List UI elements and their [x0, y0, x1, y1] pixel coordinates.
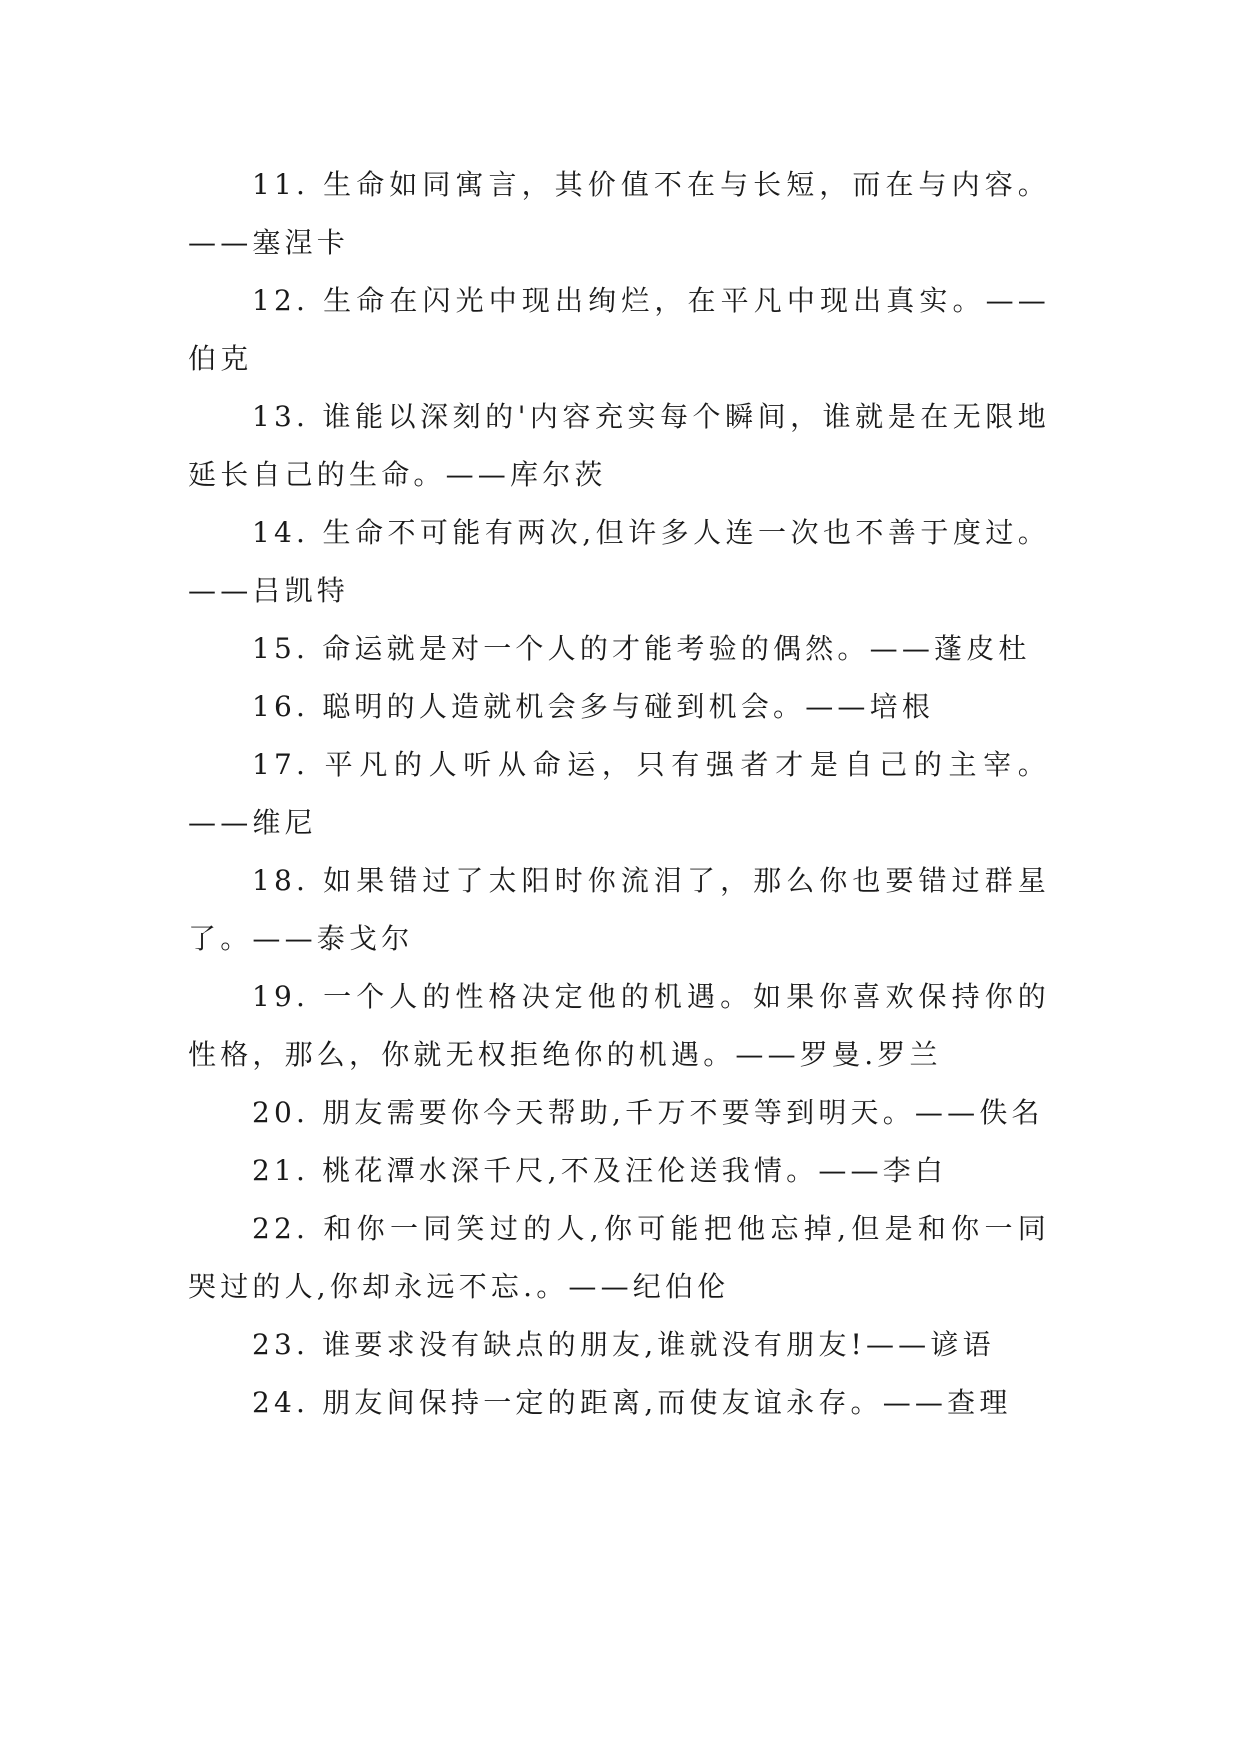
quote-item: 20. 朋友需要你今天帮助,千万不要等到明天。——佚名 — [252, 1096, 1044, 1129]
quote-item: 23. 谁要求没有缺点的朋友,谁就没有朋友!——谚语 — [252, 1328, 995, 1361]
quote-item: 14. 生命不可能有两次,但许多人连一次也不善于度过。——吕凯特 — [188, 516, 1050, 607]
quote-item: 24. 朋友间保持一定的距离,而使友谊永存。——查理 — [252, 1386, 1012, 1419]
quote-item: 13. 谁能以深刻的'内容充实每个瞬间，谁就是在无限地延长自己的生命。——库尔茨 — [188, 400, 1050, 491]
quote-item: 17. 平凡的人听从命运，只有强者才是自己的主宰。——维尼 — [188, 748, 1050, 839]
quote-item: 19. 一个人的性格决定他的机遇。如果你喜欢保持你的性格，那么，你就无权拒绝你的机遇。——罗曼.罗兰 — [188, 980, 1050, 1071]
quote-item: 12. 生命在闪光中现出绚烂，在平凡中现出真实。——伯克 — [188, 284, 1050, 375]
quote-item: 22. 和你一同笑过的人,你可能把他忘掉,但是和你一同哭过的人,你却永远不忘.。——纪伯伦 — [188, 1212, 1050, 1303]
quote-item: 11. 生命如同寓言，其价值不在与长短，而在与内容。——塞涅卡 — [188, 168, 1050, 259]
quote-item: 21. 桃花潭水深千尺,不及汪伦送我情。——李白 — [252, 1154, 948, 1187]
quote-list — [188, 156, 1050, 1432]
quote-item: 16. 聪明的人造就机会多与碰到机会。——培根 — [252, 690, 935, 723]
quote-item: 15. 命运就是对一个人的才能考验的偶然。——蓬皮杜 — [252, 632, 1031, 665]
quote-item: 18. 如果错过了太阳时你流泪了，那么你也要错过群星了。——泰戈尔 — [188, 864, 1050, 955]
